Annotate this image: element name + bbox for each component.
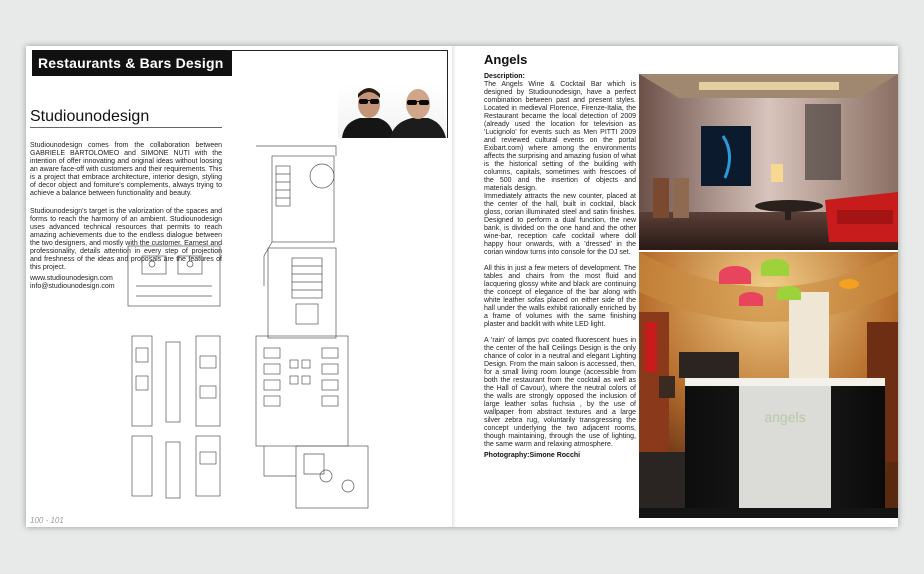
article-title: Angels [484,52,528,67]
lighting-paragraph: A 'rain' of lamps pvc coated fluorescent hues in the center of the hall Ceilings Design is the only chance of color in a neutral and elegant Lighting Design. From the main saloon is accessed, then, for a small living room lounge (accessible from both the restaurant from the cocktail as well as the Hall of Cavour), where the neutral colors of the walls are strongly opposed the inclusion of large leather sofas fuchsia , by the use of wallpaper from abstract textures and a large silver zebra rug, voluntarily transgressing the concept underlying the two adjacent rooms, though maintaining, through the use of lighting, the same warm and relaxing atmosphere. [484,337,636,448]
description-paragraph: The Angels Wine & Cocktail Bar which is designed by Studiounodesign, have a perfect combination between past and present styles. Located in medieval Florence, Firenze-Italia, the Restaurant became the local detection of 2009 (already used the location for television as 'Lucignolo' for events such as Men PITTI 2009 and reviewed cultural events on the portal Exibart.com) where among the environments affects the surprising and amazing fusion of what is the historical setting of the building with columns, capitals, sometimes with frescoes of the 500 and the insertion of objects and materials design. [484,81,636,192]
photo-credit: Photography:Simone Rocchi [484,452,581,459]
divider [30,127,222,128]
description-label: Description: [484,73,525,80]
left-page [26,46,452,527]
studio-name: Studiounodesign [30,108,150,125]
intro-paragraph: Studiounodesign comes from the collaboration between GABRIELE BARTOLOMEO and SIMONE NUTI with the intention of offer innovating and original ideas without loosing an aware face-off with customers and their requirements. This is a project that embrace architecture, interior design, styling of decor object and forniture's complements, always trying to achieve a balance between functionality and beauty. [30,142,222,197]
designer-right [390,89,446,138]
counter-paragraph: Immediately attracts the new counter, placed at the center of the hall, built in cocktail, black gloss, corian illuminated steel and satin finishes. Designed to perform a dual function, the new bank, is divided on the one hand and the other wine-bar, reception cafe cocktail where doll happy hour onwards, with a 'dressed' in the corian window turns into console for the DJ set. [484,193,636,256]
designers-photo [338,84,446,138]
designer-left [342,88,394,138]
counter-logo: angels [764,409,806,425]
frame-line [447,50,448,138]
website-link[interactable]: www.studiounodesign.com [30,275,113,282]
magazine-spread [26,46,898,527]
frame-line [226,50,448,51]
email-link[interactable]: info@studiounodesign.com [30,283,115,290]
right-page [456,46,898,527]
page-number: 100 - 101 [30,516,64,525]
bar-counter-photo [639,252,898,518]
floor-plan-drawing [96,136,416,514]
furniture-paragraph: All this in just a few meters of development. The tables and chairs from the most fluid and lacquering glossy white and black are continuing the concept of elegance of the bar along with white leather sofas placed on either side of the hall under the walls exhibit rationally enriched by a frame of volumes with the same finishing plaster and backlit with white LED light. [484,265,636,328]
section-label: Restaurants & Bars Design [32,50,232,76]
lounge-photo [639,74,898,250]
target-paragraph: Studiounodesign's target is the valorization of the spaces and forms to reach the harmony of an ambient. Studiounodesign uses advanced technical resources that permits to reach amazing achievements due to the endless dialogue between the two designers, and mostly with the customer. Earnest and professionality, details attention in every step of projection and freshness of the ideas and proposals are the features of this project. [30,208,222,271]
